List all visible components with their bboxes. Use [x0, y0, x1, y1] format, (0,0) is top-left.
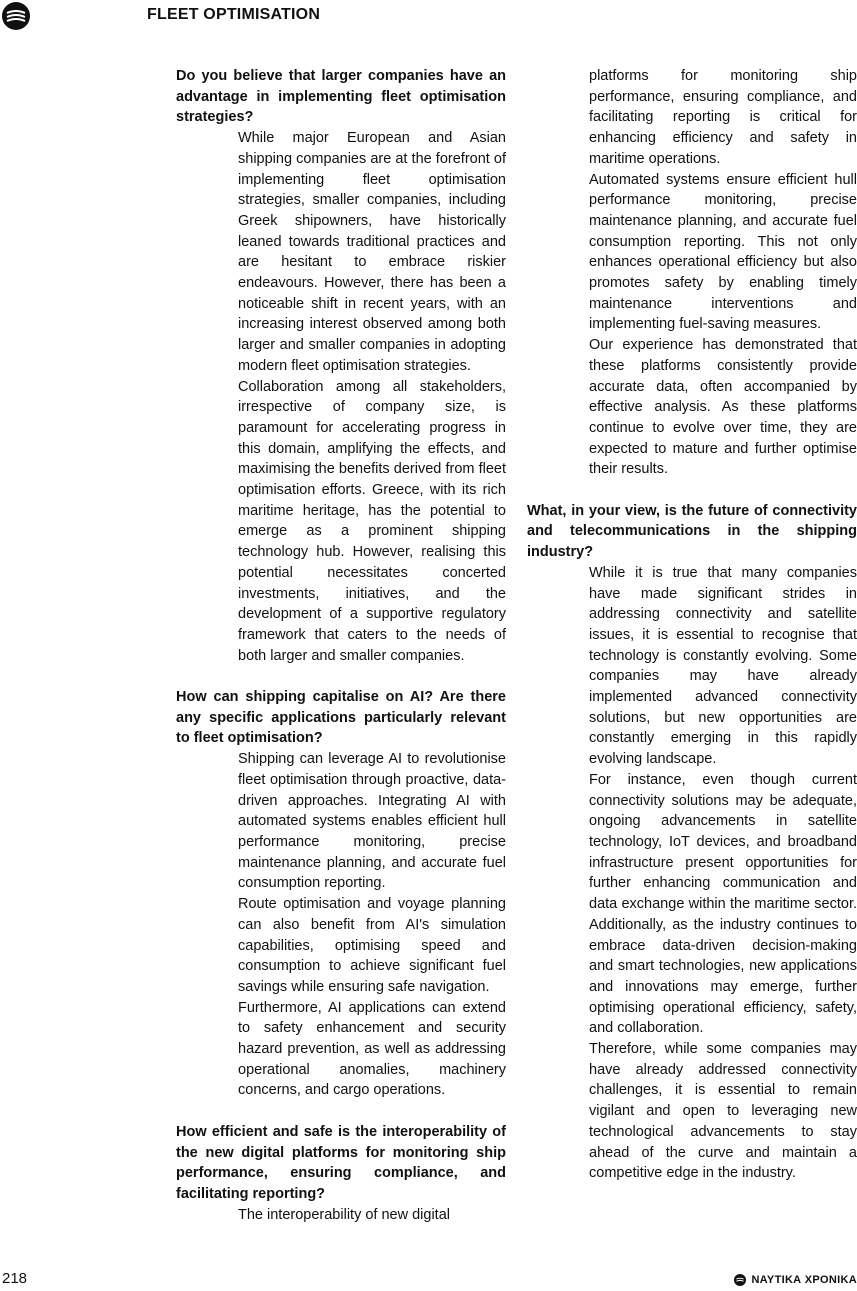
interview-question: How can shipping capitalise on AI? Are there any specific applications particularly relevant to fleet optimisation?: [176, 689, 506, 747]
answer-paragraph: Furthermore, AI applications can extend to safety enhancement and security hazard prevention, as well as addressing operational anomalies, machinery concerns, and cargo operations.: [238, 999, 506, 1099]
answer-paragraph: For instance, even though current connectivity solutions may be adequate, ongoing advancements in satellite technology, IoT devices, and broadband infrastructure present opportunities for further enhancing communication and data exchange within the maritime sector. Additionally, as the industry continues to embrace data-driven decision-making and smart technologies, new applications and innovations may emerge, further optimising operational efficiency, safety, and collaboration.: [589, 771, 857, 1037]
footer-brand: [734, 1273, 857, 1287]
brand-name: ΝΑΥΤΙΚΑ ΧΡΟΝΙΚΑ: [751, 1274, 857, 1286]
answer-paragraph: Collaboration among all stakeholders, irrespective of company size, is paramount for accelerating progress in this domain, amplifying the effects, and maximising the benefits derived from fleet optimisation efforts. Greece, with its rich maritime heritage, has the potential to emerge as a prominent shipping technology hub. However, realising this potential necessitates concerted investments, initiatives, and the development of a supportive regulatory framework that caters to the needs of both larger and smaller companies.: [238, 378, 506, 664]
brand-logo-icon: [734, 1274, 746, 1286]
answer-paragraph: Shipping can leverage AI to revolutionise fleet optimisation through proactive, data-driven approaches. Integrating AI with automated systems enables efficient hull performance monitoring, precise maintenance planning, and accurate fuel consumption reporting.: [238, 751, 506, 892]
publisher-logo-icon: [2, 2, 30, 30]
answer-paragraph: Our experience has demonstrated that these platforms consistently provide accurate data, often accompanied by effective analysis. As these platforms continue to evolve over time, they are expected to mature and further optimise their results.: [589, 337, 857, 478]
answer-paragraph: Automated systems ensure efficient hull performance monitoring, precise maintenance planning, and accurate fuel consumption reporting. This not only enhances operational efficiency but also promotes safety by enabling timely maintenance interventions and implementing fuel-saving measures.: [589, 171, 857, 333]
article-left-column: [176, 66, 506, 1225]
answer-paragraph: While it is true that many companies have made significant strides in addressing connectivity and satellite issues, it is essential to recognise that technology is constantly evolving. Some companies may have already implemented advanced connectivity solutions, but new opportunities are constantly emerging in this rapidly evolving landscape.: [589, 564, 857, 768]
interview-question: What, in your view, is the future of connectivity and telecommunications in the shipping industry?: [527, 502, 857, 561]
interview-question: How efficient and safe is the interoperability of the new digital platforms for monitoring ship performance, ensuring compliance, and facilitating reporting?: [176, 1123, 506, 1202]
answer-paragraph: While major European and Asian shipping companies are at the forefront of implementing fleet optimisation strategies, smaller companies, including Greek shipowners, have historically leaned towards traditional practices and are hesitant to embrace riskier endeavours. However, there has been a noticeable shift in recent years, with an increasing interest observed among both larger and smaller companies in adopting modern fleet optimisation strategies.: [238, 130, 506, 374]
answer-paragraph: Route optimisation and voyage planning can also benefit from AI's simulation capabilities, optimising speed and consumption to achieve significant fuel savings while ensuring safe navigation.: [238, 896, 506, 995]
answer-paragraph: Therefore, while some companies may have already addressed connectivity challenges, it is essential to remain vigilant and open to leveraging new technological advancements to stay ahead of the curve and maintain a competitive edge in the industry.: [589, 1041, 857, 1182]
answer-paragraph: platforms for monitoring ship performance, ensuring compliance, and facilitating reporting is critical for enhancing efficiency and safety in maritime operations.: [589, 68, 857, 167]
page-number: 218: [2, 1270, 28, 1287]
answer-paragraph: The interoperability of new digital: [238, 1206, 450, 1223]
article-right-column: [527, 66, 857, 1184]
interview-question: Do you believe that larger companies have an advantage in implementing fleet optimisation strategies?: [176, 68, 506, 126]
section-title: FLEET OPTIMISATION: [147, 6, 321, 23]
